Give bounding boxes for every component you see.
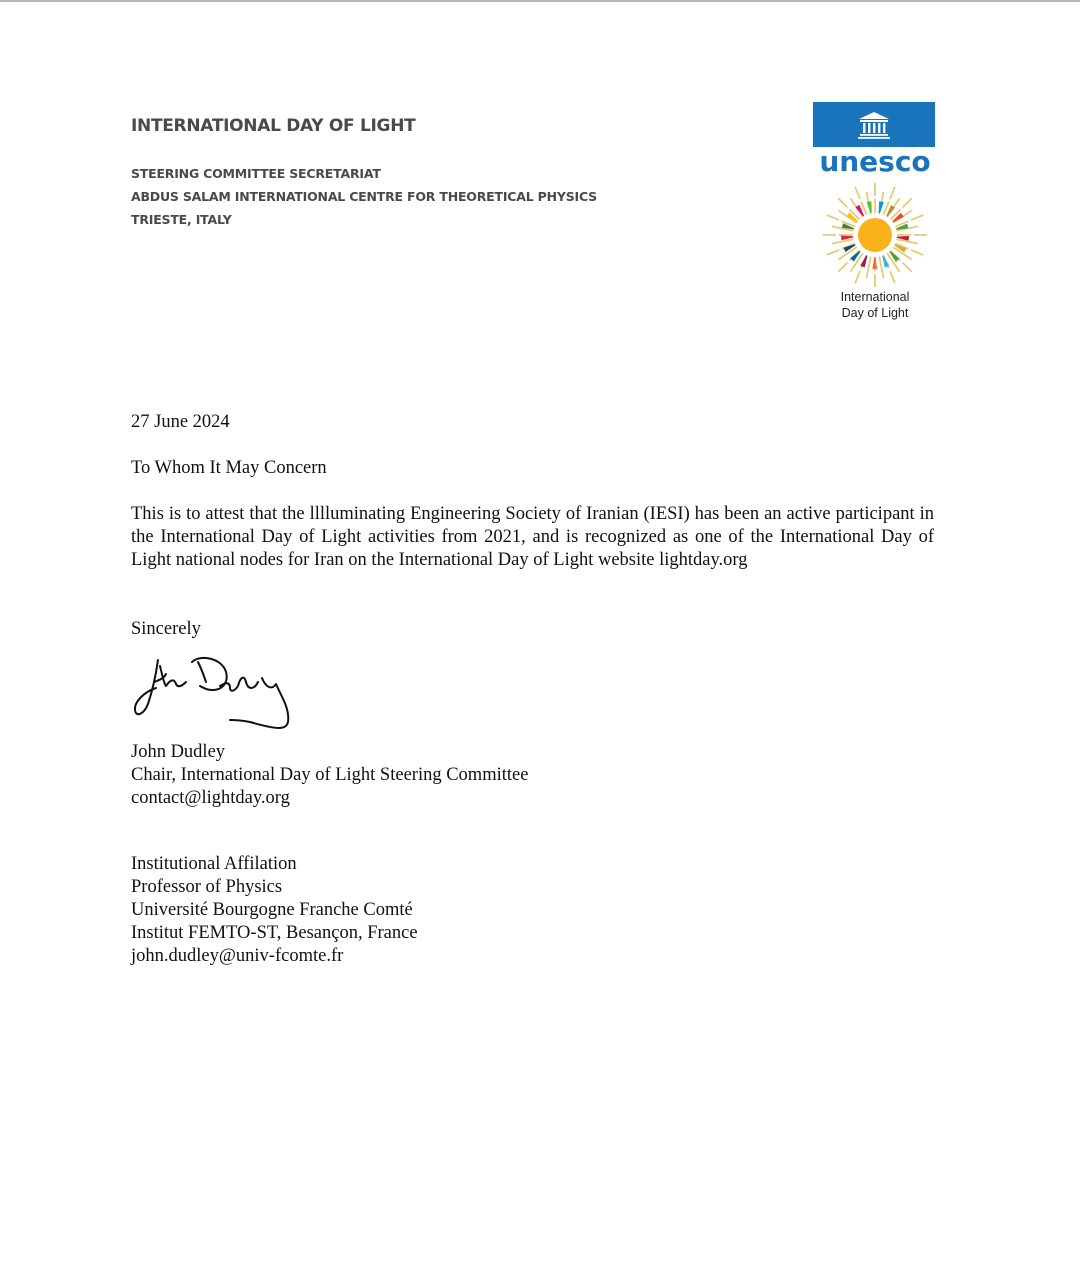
sun-ray: [879, 257, 883, 279]
affiliation-block: [131, 853, 418, 968]
affiliation-heading: Institutional Affilation: [131, 854, 297, 874]
signatory-email: contact@lightday.org: [131, 788, 290, 808]
signatory-name: John Dudley: [131, 742, 226, 762]
sun-icon: [822, 182, 928, 288]
affiliation-institute: Institut FEMTO-ST, Besançon, France: [131, 923, 418, 943]
letter-body: This is to attest that the lllluminating Engineering Society of Iranian (IESI) has been an active participant in the International Day of Light activities from 2021, and is recognized as one of the International Day of Light national nodes for Iran on the International Day of Light website lightday.org: [131, 504, 934, 570]
signatory-role: Chair, International Day of Light Steering Committee: [131, 765, 529, 785]
affiliation-email: john.dudley@univ-fcomte.fr: [131, 946, 344, 966]
sun-ray: [891, 251, 912, 272]
sun-color-wedge: [882, 255, 889, 267]
handwritten-signature-icon: [130, 652, 300, 736]
idl-label-line1: International: [840, 290, 910, 304]
letterhead-line-location: TRIESTE, ITALY: [131, 212, 232, 227]
unesco-wordmark: unesco: [819, 145, 931, 178]
letterhead-line-ictp: ABDUS SALAM INTERNATIONAL CENTRE FOR THEORETICAL PHYSICS: [131, 189, 597, 204]
affiliation-university: Université Bourgogne Franche Comté: [131, 900, 413, 920]
sun-ray: [866, 257, 870, 279]
letter-date: 27 June 2024: [131, 412, 230, 432]
affiliation-position: Professor of Physics: [131, 877, 283, 897]
temple-icon: [857, 110, 891, 140]
letterhead-line-secretariat: STEERING COMMITTEE SECRETARIAT: [131, 166, 381, 181]
idl-label-line2: Day of Light: [841, 306, 909, 320]
unesco-logo: [813, 102, 935, 147]
letter-closing: Sincerely: [131, 619, 201, 639]
sun-color-wedge: [879, 201, 884, 213]
sun-ray: [827, 243, 855, 254]
sun-color-wedge: [867, 201, 872, 213]
letter-page: [0, 2, 1080, 1265]
signatory-block: [131, 741, 528, 810]
letter-salutation: To Whom It May Concern: [131, 458, 327, 478]
sun-color-wedge: [860, 255, 867, 267]
sun-color-wedge: [872, 257, 877, 269]
idl-logo-label: [820, 289, 930, 321]
sun-disc: [858, 218, 892, 252]
sun-ray: [895, 243, 923, 254]
letterhead-title: INTERNATIONAL DAY OF LIGHT: [131, 116, 416, 136]
